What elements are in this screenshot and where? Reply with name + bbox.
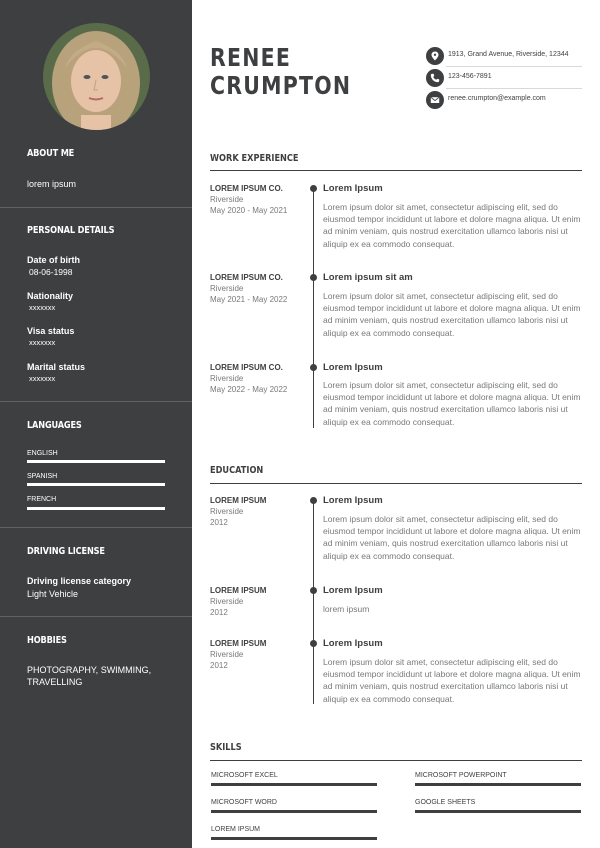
timeline-dot: [310, 497, 317, 504]
hobbies-line-1: PHOTOGRAPHY, SWIMMING,: [27, 665, 152, 675]
about-me-text: lorem ipsum: [27, 179, 77, 189]
about-me-heading: ABOUT ME: [27, 148, 75, 159]
work-company: LOREM IPSUM CO.: [210, 363, 283, 372]
work-experience-heading: WORK EXPERIENCE: [210, 153, 299, 164]
visa-status-value: xxxxxxx: [29, 338, 56, 347]
language-french-label: FRENCH: [27, 496, 57, 503]
address-text: 1913, Grand Avenue, Riverside, 12344: [448, 51, 569, 58]
skill-powerpoint-bar: [415, 783, 581, 786]
education-school: LOREM IPSUM: [210, 586, 267, 595]
timeline-dot: [310, 640, 317, 647]
skill-word-label: MICROSOFT WORD: [211, 799, 277, 806]
education-degree: Lorem Ipsum: [323, 638, 383, 649]
driving-license-category-label: Driving license category: [27, 576, 132, 586]
phone-icon: [426, 69, 444, 87]
sidebar-divider: [0, 207, 192, 208]
hobbies-line-2: TRAVELLING: [27, 677, 83, 687]
date-of-birth-label: Date of birth: [27, 255, 80, 265]
contact-email: [426, 90, 582, 110]
skill-google-sheets-bar: [415, 810, 581, 813]
education-city: Riverside: [210, 650, 244, 659]
email-text[interactable]: renee.crumpton@example.com: [448, 95, 546, 102]
sidebar-divider: [0, 616, 192, 617]
profile-photo: [43, 23, 150, 130]
language-english-bar: [27, 460, 165, 463]
nationality-value: xxxxxxx: [29, 303, 56, 312]
marital-status-label: Marital status: [27, 362, 86, 372]
education-rule: [210, 483, 582, 484]
education-description: Lorem ipsum dolor sit amet, consectetur adipiscing elit, sed do eiusmod tempor incididunt ut labore et dolore magna aliqua. Ut enim ad minim veniam, quis nostrud exercitation ullamco laboris nisi ut aliquip ex ea commodo consequat.: [323, 514, 581, 561]
education-description: lorem ipsum: [323, 604, 370, 614]
profile-photo-image: [43, 23, 150, 130]
education-description: Lorem ipsum dolor sit amet, consectetur adipiscing elit, sed do eiusmod tempor incididunt ut labore et dolore magna aliqua. Ut enim ad minim veniam, quis nostrud exercitation ullamco laboris nisi ut aliquip ex ea commodo consequat.: [323, 657, 581, 704]
driving-license-heading: DRIVING LICENSE: [27, 546, 105, 557]
work-city: Riverside: [210, 374, 244, 383]
work-company: LOREM IPSUM CO.: [210, 184, 283, 193]
nationality-label: Nationality: [27, 291, 74, 301]
sidebar-divider: [0, 401, 192, 402]
education-degree: Lorem Ipsum: [323, 585, 383, 596]
sidebar-divider: [0, 527, 192, 528]
personal-details-heading: PERSONAL DETAILS: [27, 225, 115, 236]
driving-license-category-value: Light Vehicle: [27, 589, 79, 599]
work-role: Lorem Ipsum: [323, 362, 383, 373]
language-french-bar: [27, 507, 165, 510]
contact-divider: [446, 88, 582, 89]
first-name: RENEE: [210, 43, 292, 72]
work-dates: May 2021 - May 2022: [210, 295, 288, 304]
timeline-dot: [310, 364, 317, 371]
timeline-dot: [310, 274, 317, 281]
education-year: 2012: [210, 518, 228, 527]
skills-rule: [210, 760, 582, 761]
education-heading: EDUCATION: [210, 465, 264, 476]
date-of-birth-value: 08-06-1998: [29, 267, 73, 277]
education-degree: Lorem Ipsum: [323, 495, 383, 506]
visa-status-label: Visa status: [27, 326, 75, 336]
education-school: LOREM IPSUM: [210, 639, 267, 648]
email-icon: [426, 91, 444, 109]
contact-divider: [446, 66, 582, 67]
contact-address: [426, 46, 582, 66]
languages-heading: LANGUAGES: [27, 420, 82, 431]
work-company: LOREM IPSUM CO.: [210, 273, 283, 282]
work-city: Riverside: [210, 284, 244, 293]
work-description: Lorem ipsum dolor sit amet, consectetur adipiscing elit, sed do eiusmod tempor incididunt ut labore et dolore magna aliqua. Ut enim ad minim veniam, quis nostrud exercitation ullamco laboris nisi ut aliquip ex ea commodo consequat.: [323, 380, 581, 427]
education-timeline: [313, 500, 314, 704]
work-city: Riverside: [210, 195, 244, 204]
work-description: Lorem ipsum dolor sit amet, consectetur adipiscing elit, sed do eiusmod tempor incididunt ut labore et dolore magna aliqua. Ut enim ad minim veniam, quis nostrud exercitation ullamco laboris nisi ut aliquip ex ea commodo consequat.: [323, 202, 581, 249]
marital-status-value: xxxxxxx: [29, 374, 56, 383]
skill-lorem-ipsum-bar: [211, 837, 377, 840]
timeline-dot: [310, 185, 317, 192]
work-dates: May 2022 - May 2022: [210, 385, 288, 394]
language-spanish-label: SPANISH: [27, 473, 58, 480]
work-dates: May 2020 - May 2021: [210, 206, 288, 215]
skill-lorem-ipsum-label: LOREM IPSUM: [211, 826, 261, 833]
work-role: Lorem ipsum sit am: [323, 272, 413, 283]
language-spanish-bar: [27, 483, 165, 486]
work-experience-rule: [210, 170, 582, 171]
hobbies-heading: HOBBIES: [27, 635, 67, 646]
education-year: 2012: [210, 661, 228, 670]
work-timeline: [313, 188, 314, 428]
skill-google-sheets-label: GOOGLE SHEETS: [415, 799, 476, 806]
work-role: Lorem Ipsum: [323, 183, 383, 194]
location-pin-icon: [426, 47, 444, 65]
contact-phone: [426, 68, 582, 88]
skill-excel-label: MICROSOFT EXCEL: [211, 772, 278, 779]
skills-heading: SKILLS: [210, 742, 242, 753]
timeline-dot: [310, 587, 317, 594]
language-english-label: ENGLISH: [27, 450, 58, 457]
education-city: Riverside: [210, 507, 244, 516]
work-description: Lorem ipsum dolor sit amet, consectetur adipiscing elit, sed do eiusmod tempor incididunt ut labore et dolore magna aliqua. Ut enim ad minim veniam, quis nostrud exercitation ullamco laboris nisi ut aliquip ex ea commodo consequat.: [323, 291, 581, 338]
education-school: LOREM IPSUM: [210, 496, 267, 505]
last-name: CRUMPTON: [210, 71, 352, 100]
skill-powerpoint-label: MICROSOFT POWERPOINT: [415, 772, 507, 779]
candidate-name: [210, 44, 351, 100]
education-year: 2012: [210, 608, 228, 617]
skill-excel-bar: [211, 783, 377, 786]
sidebar: [0, 0, 192, 848]
phone-text[interactable]: 123-456-7891: [448, 73, 492, 80]
skill-word-bar: [211, 810, 377, 813]
education-city: Riverside: [210, 597, 244, 606]
